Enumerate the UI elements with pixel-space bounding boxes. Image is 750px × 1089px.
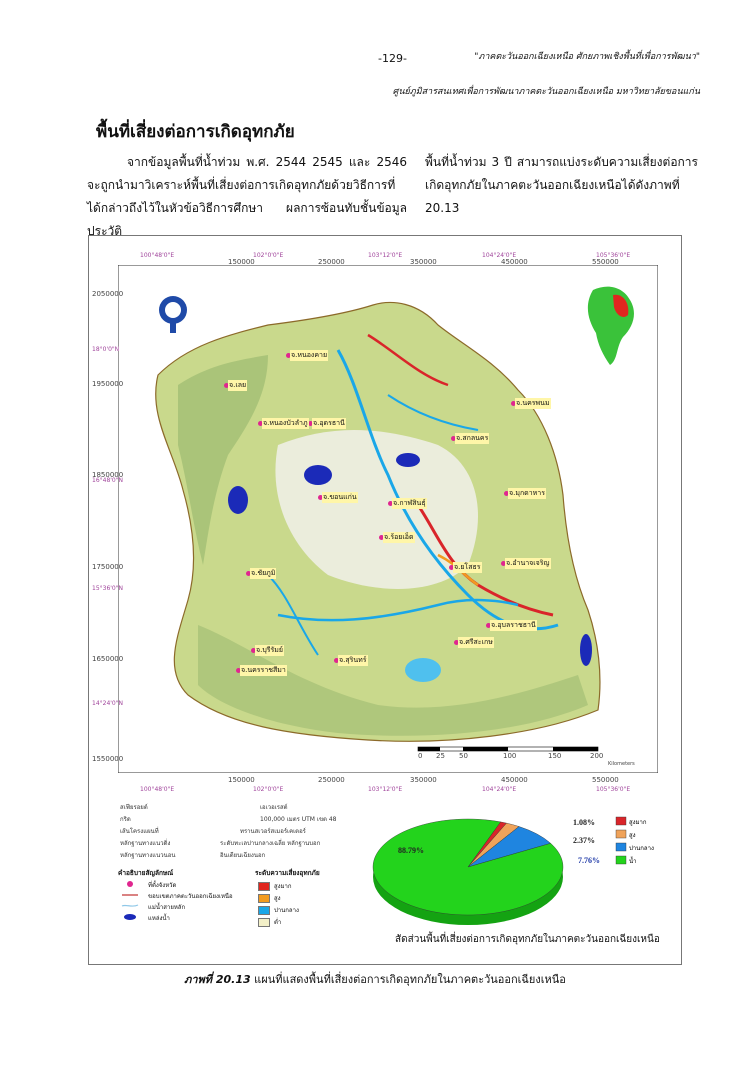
river-line-icon xyxy=(122,905,138,906)
meta-value-4: ระดับทะเลปานกลางเฉลี่ย หลักฐานบอก xyxy=(220,840,321,847)
coord-bottom-deg-3: 103°12'0"E xyxy=(368,786,403,793)
province-label: จ.ศรีสะเกษ xyxy=(459,638,493,646)
province-label: จ.สกลนคร xyxy=(456,434,489,442)
coord-bottom-deg-4: 104°24'0"E xyxy=(482,786,517,793)
page-number: -129- xyxy=(378,52,407,65)
legend-title: คำอธิบายสัญลักษณ์ xyxy=(118,869,174,877)
province-point-icon xyxy=(127,881,133,887)
coord-bottom-utm-4: 450000 xyxy=(501,776,528,784)
coord-left-utm-2: 1950000 xyxy=(92,380,124,388)
pie-data-label: 88.79% xyxy=(398,846,424,855)
province-label: จ.เลย xyxy=(229,381,247,389)
meta-label-5: หลักฐานทางแนวนอน xyxy=(120,852,176,859)
risk-swatch xyxy=(258,918,270,927)
legend-item-river: แม่น้ำสายหลัก xyxy=(148,904,186,911)
paragraph-right: พื้นที่น้ำท่วม 3 ปี สามารถแบ่งระดับความเสี่ยงต่อการเกิดอุทกภัยในภาคตะวันออกเฉียงเหนือได้ดังภาพที่ 20.13 xyxy=(425,155,698,215)
coord-left-deg-1: 18°0'0"N xyxy=(92,346,120,353)
water-body-icon xyxy=(124,914,136,920)
coord-top-utm-3: 350000 xyxy=(410,258,437,266)
coord-left-utm-6: 1550000 xyxy=(92,755,124,763)
province-label: จ.สุรินทร์ xyxy=(339,656,367,664)
province-label: จ.ชัยภูมิ xyxy=(251,569,276,577)
risk-label: สูง xyxy=(274,895,281,902)
coord-left-utm-1: 2050000 xyxy=(92,290,124,298)
coord-left-deg-2: 16°48'0"N xyxy=(92,477,123,484)
legend-item-province: ที่ตั้งจังหวัด xyxy=(148,882,177,889)
legend-symbols xyxy=(120,880,140,930)
pie-chart-title: สัดส่วนพื้นที่เสี่ยงต่อการเกิดอุทกภัยในภาคตะวันออกเฉียงเหนือ xyxy=(395,934,660,945)
coord-top-deg-2: 102°0'0"E xyxy=(253,252,284,259)
scale-tick-200: 200 xyxy=(590,752,604,760)
pie-legend-label: ปานกลาง xyxy=(629,845,654,852)
risk-label: ต่ำ xyxy=(274,919,282,926)
pie-data-label: 7.76% xyxy=(578,856,600,865)
risk-swatch xyxy=(258,882,270,891)
coord-top-utm-1: 150000 xyxy=(228,258,255,266)
coord-bottom-deg-2: 102°0'0"E xyxy=(253,786,284,793)
province-label: จ.อุดรธานี xyxy=(313,419,345,427)
legend-item-boundary: ขอบเขตภาคตะวันออกเฉียงเหนือ xyxy=(148,893,233,900)
province-label: จ.อุบลราชธานี xyxy=(491,621,536,629)
meta-value-5: อินเดียนเฉียงนอก xyxy=(220,852,266,859)
coord-left-utm-5: 1650000 xyxy=(92,655,124,663)
meta-value-1: เอเวอเรสต์ xyxy=(260,804,288,811)
risk-swatch xyxy=(258,894,270,903)
province-label: จ.นครราชสีมา xyxy=(241,666,286,674)
risk-pie-chart xyxy=(368,805,678,930)
province-label: จ.นครพนม xyxy=(516,399,550,407)
coord-left-deg-3: 15°36'0"N xyxy=(92,585,123,592)
province-label: จ.มุกดาหาร xyxy=(509,489,545,497)
pie-legend-label: น้ำ xyxy=(629,858,637,865)
section-heading: พื้นที่เสี่ยงต่อการเกิดอุทกภัย xyxy=(96,122,295,142)
coord-bottom-deg-1: 100°48'0"E xyxy=(140,786,175,793)
coord-top-deg-5: 105°36'0"E xyxy=(596,252,631,259)
province-label: จ.ร้อยเอ็ด xyxy=(384,533,414,541)
meta-value-3: ทรานสเวอร์สเมอร์เคเตอร์ xyxy=(240,828,306,835)
coord-bottom-utm-3: 350000 xyxy=(410,776,437,784)
coord-top-deg-1: 100°48'0"E xyxy=(140,252,175,259)
coord-left-deg-4: 14°24'0"N xyxy=(92,700,123,707)
meta-value-2: 100,000 เมตร UTM เขต 48 xyxy=(260,816,337,823)
coord-left-utm-4: 1750000 xyxy=(92,563,124,571)
running-header-institution: ศูนย์ภูมิสารสนเทศเพื่อการพัฒนาภาคตะวันออกเฉียงเหนือ มหาวิทยาลัยขอนแก่น xyxy=(392,87,700,97)
pie-legend-swatch xyxy=(616,843,626,851)
province-label: จ.หนองบัวลำภู xyxy=(263,419,308,427)
scale-tick-25: 25 xyxy=(436,752,445,760)
province-label: จ.อำนาจเจริญ xyxy=(506,559,550,567)
pie-legend-swatch xyxy=(616,830,626,838)
coord-top-utm-4: 450000 xyxy=(501,258,528,266)
figure-caption xyxy=(0,970,750,988)
figure-number: ภาพที่ 20.13 xyxy=(184,973,251,986)
scale-bar xyxy=(418,747,598,751)
coord-left-utm-3: 1850000 xyxy=(92,471,124,479)
coord-top-deg-3: 103°12'0"E xyxy=(368,252,403,259)
pie-legend-label: สูงมาก xyxy=(629,819,647,826)
scale-unit: Kilometers xyxy=(608,761,635,767)
meta-label-4: หลักฐานทางแนวดิ่ง xyxy=(120,840,171,847)
paragraph-left: จากข้อมูลพื้นที่น้ำท่วม พ.ศ. 2544 2545 และ 2546 จะถูกนำมาวิเคราะห์พื้นที่เสี่ยงต่อการเกิดอุทกภัยด้วยวิธีการที่ได้กล่าวถึงไว้ในหัวข้อวิธีการศึกษา ผลการซ้อนทับชั้นข้อมูลประวัติ xyxy=(87,155,407,238)
risk-swatch xyxy=(258,906,270,915)
pie-legend-swatch xyxy=(616,856,626,864)
province-label: จ.ขอนแก่น xyxy=(323,493,357,501)
pie-data-label: 2.37% xyxy=(573,836,595,845)
flood-risk-map xyxy=(118,265,658,773)
province-label: จ.หนองคาย xyxy=(291,351,328,359)
scale-tick-100: 100 xyxy=(503,752,517,760)
legend-item-water: แหล่งน้ำ xyxy=(148,915,170,922)
running-header-title: "ภาคตะวันออกเฉียงเหนือ ศักยภาพเชิงพื้นที่เพื่อการพัฒนา" xyxy=(474,52,700,62)
pie-data-label: 1.08% xyxy=(573,818,595,827)
scale-tick-150: 150 xyxy=(548,752,562,760)
province-label: จ.บุรีรัมย์ xyxy=(256,646,284,654)
risk-label: สูงมาก xyxy=(274,883,292,890)
coord-top-deg-4: 104°24'0"E xyxy=(482,252,517,259)
scale-tick-0: 0 xyxy=(418,752,423,760)
coord-top-utm-2: 250000 xyxy=(318,258,345,266)
pie-legend-swatch xyxy=(616,817,626,825)
coord-bottom-utm-2: 250000 xyxy=(318,776,345,784)
meta-label-1: สเฟียรอยด์ xyxy=(120,804,148,811)
coord-top-utm-5: 550000 xyxy=(592,258,619,266)
coord-bottom-utm-1: 150000 xyxy=(228,776,255,784)
province-label: จ.ยโสธร xyxy=(454,563,481,571)
figure-caption-text: แผนที่แสดงพื้นที่เสี่ยงต่อการเกิดอุทกภัยในภาคตะวันออกเฉียงเหนือ xyxy=(250,973,566,986)
risk-legend-title: ระดับความเสี่ยงอุทกภัย xyxy=(255,869,320,877)
province-label: จ.กาฬสินธุ์ xyxy=(393,499,426,507)
meta-label-2: กริด xyxy=(120,816,131,823)
coord-bottom-utm-5: 550000 xyxy=(592,776,619,784)
pie-legend-label: สูง xyxy=(629,832,636,839)
risk-label: ปานกลาง xyxy=(274,907,299,914)
coord-bottom-deg-5: 105°36'0"E xyxy=(596,786,631,793)
scale-tick-50: 50 xyxy=(459,752,468,760)
meta-label-3: เส้นโครงแผนที่ xyxy=(120,828,159,835)
